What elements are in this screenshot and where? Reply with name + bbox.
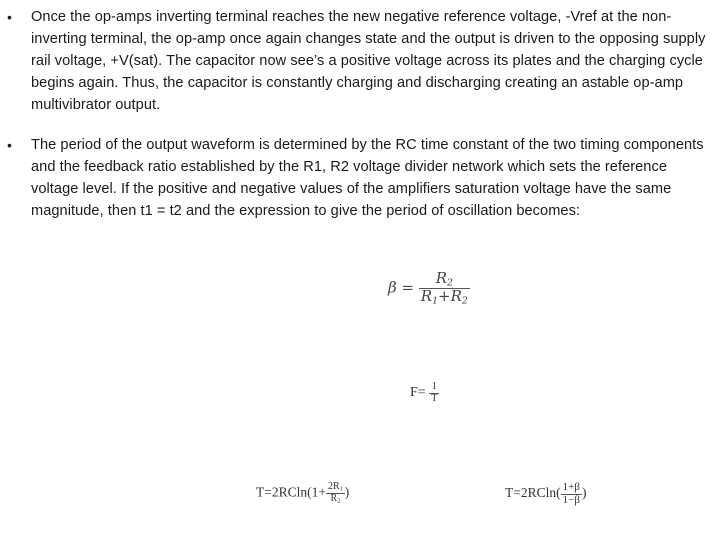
period-resistor-prefix: T=2RCln(1+ bbox=[256, 484, 326, 500]
period-beta-suffix: ) bbox=[581, 485, 587, 501]
frequency-fraction bbox=[429, 382, 439, 404]
frequency-equation bbox=[410, 382, 439, 404]
bullet-marker: • bbox=[7, 137, 12, 153]
beta-denominator: $R_1+R_2$ bbox=[420, 287, 468, 307]
period-equation-beta bbox=[505, 482, 586, 506]
period-beta-fraction bbox=[561, 482, 582, 506]
period-beta-numerator: 1+β bbox=[562, 481, 580, 493]
bullet-marker: • bbox=[7, 9, 12, 25]
period-equation-resistors bbox=[256, 482, 349, 505]
bullet-text: The period of the output waveform is determined by the RC time constant of the two timing components and the feedback ratio established by the R1, R2 voltage divider network which sets the reference voltage level. If the positive and negative values of the amplifiers saturation voltage have the same magnitude, then t1 = t2 and the expression to give the period of oscillation becomes: bbox=[31, 137, 704, 219]
frequency-denominator: T bbox=[431, 392, 438, 404]
beta-equation bbox=[388, 271, 470, 306]
period-resistor-suffix: ) bbox=[344, 484, 350, 500]
period-resistor-numerator: $2R_1$ bbox=[327, 481, 343, 493]
period-resistor-fraction bbox=[326, 482, 345, 505]
bullet-text: Once the op-amps inverting terminal reaches the new negative reference voltage, -Vref at the non-inverting terminal, the op-amp once again changes state and the output is driven to the opposing supply rail voltage, +V(sat). The capacitor now see’s a positive voltage across its plates and the charging cycle begins again. Thus, the capacitor is constantly charging and discharging creating an astable op-amp multivibrator output. bbox=[31, 9, 706, 113]
beta-numerator: $R_2$ bbox=[419, 271, 470, 289]
period-beta-denominator: 1−β bbox=[562, 493, 580, 506]
period-resistor-denominator: $R_2$ bbox=[330, 493, 341, 505]
frequency-numerator: 1 bbox=[429, 382, 439, 394]
beta-lhs: β = bbox=[388, 278, 415, 297]
beta-fraction bbox=[419, 271, 470, 306]
period-beta-prefix: T=2RCln( bbox=[505, 485, 561, 501]
frequency-lhs: F= bbox=[410, 385, 426, 401]
